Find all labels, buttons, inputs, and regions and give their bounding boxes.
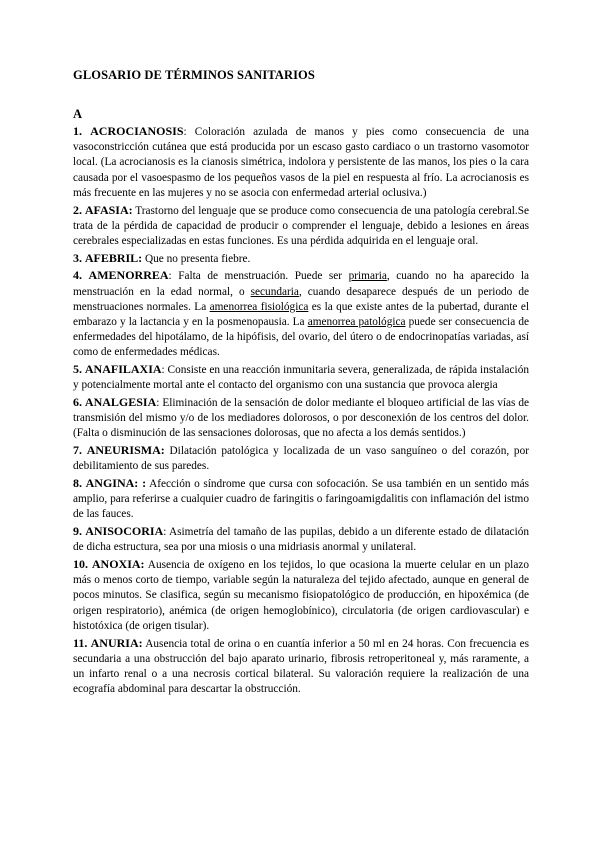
document-title: GLOSARIO DE TÉRMINOS SANITARIOS xyxy=(73,68,315,82)
entry-number: 6. xyxy=(73,394,82,409)
glossary-entry xyxy=(73,476,529,523)
entry-term: ANGINA: : xyxy=(85,475,147,490)
underlined-term: amenorrea patológica xyxy=(307,315,406,328)
entry-definition: Que no presenta fiebre. xyxy=(142,252,251,265)
section-letter: A xyxy=(73,107,83,121)
entry-number: 10. xyxy=(73,556,88,571)
entry-definition: Ausencia total de orina o en cuantía inferior a 50 ml en 24 horas. Con frecuencia es secundaria a una obstrucción del bajo aparato urinario, fibrosis retroperitoneal y, más raramente, a un infarto renal o a una necrosis cortical bilateral. Su valoración requiere la realización de una ecografía abdominal para descartar la obstrucción. xyxy=(73,637,529,696)
glossary-entry xyxy=(73,124,529,201)
glossary-entry xyxy=(73,203,529,250)
entry-definition: Asimetría del tamaño de las pupilas, debido a un diferente estado de dilatación de dicha estructura, sea por una miosis o una midriasis anormal y unilateral. xyxy=(73,526,530,554)
entry-separator: : xyxy=(161,364,165,377)
entry-number: 1. xyxy=(73,124,82,138)
entry-definition: es la que existe antes de la pubertad, durante el embarazo y la lactancia y en la posmenopausia. La xyxy=(73,300,529,328)
underlined-term: secundaria xyxy=(250,285,299,298)
entry-term: AFASIA: xyxy=(84,202,133,217)
entry-definition: Falta de menstruación. Puede ser xyxy=(171,270,349,283)
entry-separator: : xyxy=(156,396,160,409)
glossary-entry xyxy=(73,443,529,474)
glossary-entry xyxy=(73,395,529,442)
entry-term: ACROCIANOSIS xyxy=(90,124,184,138)
glossary-entry xyxy=(73,557,529,634)
entry-separator: : xyxy=(163,526,167,539)
entry-number: 5. xyxy=(73,362,82,377)
entry-definition: puede ser consecuencia de enfermedades del hipotálamo, de la hipófisis, del ovario, del útero o de endocrinopatías variadas, así como de enfermedades médicas. xyxy=(73,315,529,359)
entry-number: 8. xyxy=(73,475,82,490)
entry-term: ANEURISMA: xyxy=(86,443,165,458)
entry-definition: , cuando no ha aparecido la menstruación en la edad normal, o xyxy=(73,270,529,298)
entry-number: 11. xyxy=(73,635,88,650)
entry-term: ANAFILAXIA xyxy=(84,362,162,377)
glossary-entry xyxy=(73,362,529,393)
entry-term: AMENORREA xyxy=(88,268,169,283)
entry-definition: Eliminación de la sensación de dolor mediante el bloqueo artificial de las vías de transmisión del mismo y/o de los mediadores dolorosos, o por desconexión de los centros del dolor. (Falta o disminución de las sensaciones dolorosas, que no afecta a los demás sentidos.) xyxy=(73,396,529,440)
entry-number: 9. xyxy=(73,524,82,539)
document-page xyxy=(73,68,529,699)
entry-term: ANALGESIA xyxy=(84,394,157,409)
entry-term: AFEBRIL: xyxy=(84,250,143,265)
entry-number: 4. xyxy=(73,268,82,283)
entry-definition: Consiste en una reacción inmunitaria severa, generalizada, de rápida instalación y potencialmente mortal ante el contacto del organismo con una sustancia que provoca alergia xyxy=(73,364,529,392)
entry-separator: : xyxy=(183,126,187,138)
entry-term: ANISOCORIA xyxy=(85,524,164,539)
entry-definition: Afección o síndrome que cursa con sofocación. Se usa también en un sentido más amplio, para referirse a cualquier cuadro de faringitis o faringoamigdalitis con inflamación del istmo de las fauces. xyxy=(73,477,529,521)
underlined-term: amenorrea fisiológica xyxy=(209,300,309,313)
entry-definition: Trastorno del lenguaje que se produce como consecuencia de una patología cerebral.Se trata de la pérdida de capacidad de producir o comprender el lenguaje, debido a lesiones en áreas cerebrales especializadas en estas funciones. Es una pérdida adquirida en el lenguaje oral. xyxy=(73,204,529,247)
entry-number: 3. xyxy=(73,250,82,265)
entry-term: ANURIA: xyxy=(90,635,143,650)
glossary-entries xyxy=(73,124,529,697)
entry-definition: Dilatación patológica y localizada de un vaso sanguíneo o del corazón, por debilitamiento de sus paredes. xyxy=(73,445,529,473)
entry-number: 7. xyxy=(73,443,82,458)
glossary-entry xyxy=(73,636,529,698)
glossary-entry xyxy=(73,268,529,360)
glossary-entry xyxy=(73,524,529,555)
entry-number: 2. xyxy=(73,202,82,217)
entry-definition: Coloración azulada de manos y pies como consecuencia de una vasoconstricción cutánea que está producida por un escaso gasto cardiaco o un trastorno vasomotor local. (La acrocianosis es la cianosis simétrica, indolora y persistente de las manos, los pies o la cara causada por el vasoespasmo de los pequeños vasos de la piel en respuesta al frío. La acrocianosis es más frecuente en las mujeres y no se asocia con enfermedad arterial oclusiva.) xyxy=(73,126,529,199)
underlined-term: primaria xyxy=(348,270,387,283)
glossary-entry xyxy=(73,251,529,267)
entry-term: ANOXIA: xyxy=(91,556,145,571)
entry-definition: Ausencia de oxígeno en los tejidos, lo que ocasiona la muerte celular en un plazo más o menos corto de tiempo, variable según la naturaleza del tejido afectado, aunque en general de pocos minutos. Se clasifica, según su mecanismo fisiopatológico de producción, en hipoxémica (de origen respiratorio), anémica (de origen hemoglobínico), circulatoria (de origen cardiovascular) e histotóxica (de origen tisular). xyxy=(73,558,530,632)
entry-separator: : xyxy=(168,270,172,283)
entry-definition: , cuando desaparece después de un periodo de menstruaciones normales. La xyxy=(73,285,529,313)
